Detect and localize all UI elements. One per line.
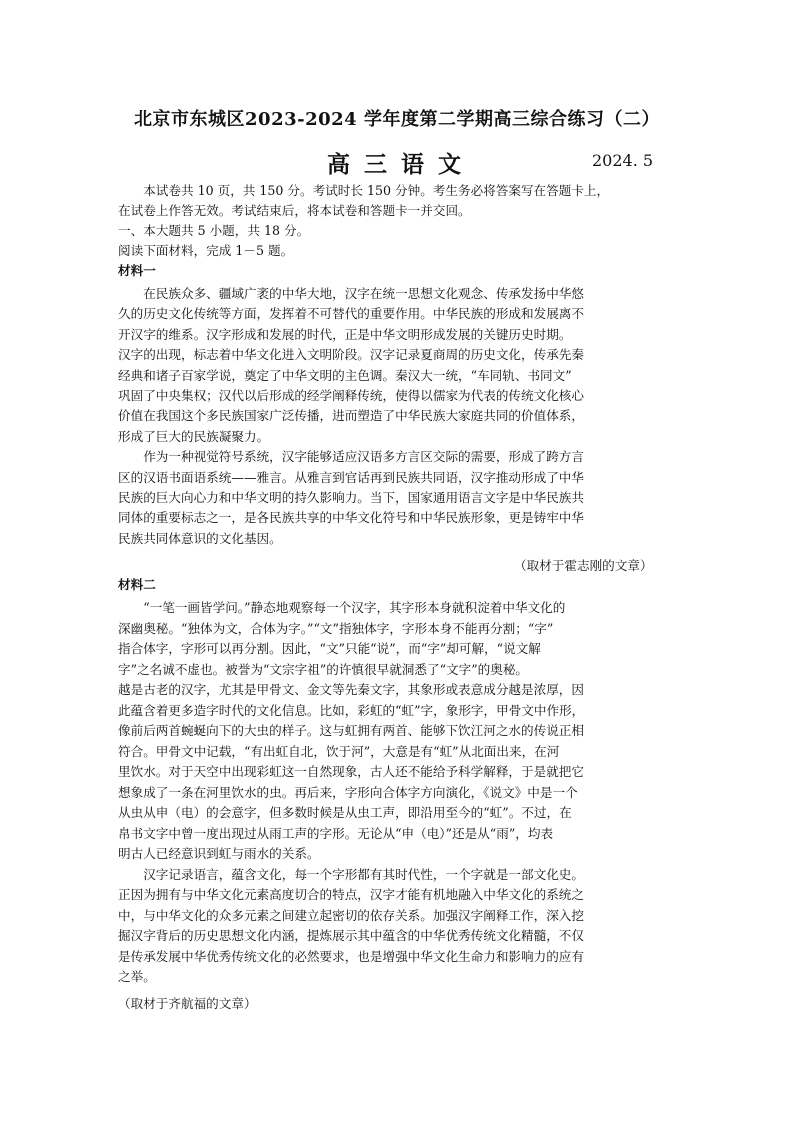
paragraph-line: 汉字的出现，标志着中华文化进入文明阶段。汉字记录夏商周的历史文化，传承先秦 bbox=[118, 347, 584, 363]
paragraph-line: 之举。 bbox=[118, 969, 156, 984]
paragraph-line: 中，与中华文化的众多元素之间建立起密切的依存关系。加强汉字阐释工作，深入挖 bbox=[118, 907, 584, 923]
paragraph-line: 民族的巨大向心力和中华文明的持久影响力。当下，国家通用语言文字是中华民族共 bbox=[118, 490, 584, 505]
paragraph-line: 像前后两首蜿蜒向下的大虫的样子。这与虹拥有两首、能够下饮江河之水的传说正相 bbox=[118, 723, 584, 738]
exam-date: 2024. 5 bbox=[592, 151, 654, 170]
material2-source: （取材于齐航福的文章） bbox=[118, 996, 257, 1011]
section-heading: 一、本大题共 5 小题，共 18 分。 bbox=[118, 223, 310, 238]
paragraph-line: 同体的重要标志之一，是各民族共享的中华文化符号和中华民族形象，更是铸牢中华 bbox=[118, 510, 584, 526]
paragraph-line: 在民族众多、疆域广袤的中华大地，汉字在统一思想文化观念、传承发扬中华悠 bbox=[118, 286, 584, 301]
paragraph-line: 想象成了一条在河里饮水的虫。再后来，字形向合体字方向演化，《说文》中是一个 bbox=[118, 784, 578, 800]
paragraph-line: 正因为拥有与中华文化元素高度切合的特点，汉字才能有机地融入中华文化的系统之 bbox=[118, 887, 584, 902]
paragraph-line: 掘汉字背后的历史思想文化内涵，提炼展示其中蕴含的中华优秀传统文化精髓，不仅 bbox=[118, 928, 584, 943]
paragraph-line: 字”之名诚不虚也。被誉为“文宗字祖”的许慎很早就洞悉了“文字”的奥秘。 bbox=[118, 661, 529, 677]
material1-source: （取材于霍志刚的文章） bbox=[514, 558, 653, 573]
paragraph-line: 符合。甲骨文中记载，“有出虹自北，饮于河”，大意是有“虹”从北面出来，在河 bbox=[118, 743, 560, 759]
paragraph-line: 指合体字，字形可以再分割。因此，“文”只能“说”，而“字”却可解，“说文解 bbox=[118, 641, 541, 656]
paragraph-line: 里饮水。对于天空中出现彩虹这一自然现象，古人还不能给予科学解释，于是就把它 bbox=[118, 764, 584, 779]
paragraph-line: 从虫从申（电）的会意字，但多数时候是从虫工声，即沿用至今的“虹”。不过，在 bbox=[118, 805, 572, 820]
instructions-line: 在试卷上作答无效。考试结束后，将本试卷和答题卡一并交回。 bbox=[118, 203, 471, 218]
section-prompt: 阅读下面材料，完成 1－5 题。 bbox=[118, 243, 294, 258]
paragraph-line: 巩固了中央集权；汉代以后形成的经学阐释传统，使得以儒家为代表的传统文化核心 bbox=[118, 388, 584, 403]
paragraph-line: 久的历史文化传统等方面，发挥着不可替代的重要作用。中华民族的形成和发展离不 bbox=[118, 306, 584, 322]
paragraph-line: 明古人已经意识到虹与雨水的关系。 bbox=[118, 846, 320, 861]
paragraph-line: 是传承发展中华优秀传统文化的必然要求，也是增强中华文化生命力和影响力的应有 bbox=[118, 948, 584, 964]
paragraph-line: 越是古老的汉字，尤其是甲骨文、金文等先秦文字，其象形或表意成分越是浓厚，因 bbox=[118, 682, 584, 697]
paragraph-line: 作为一种视觉符号系统，汉字能够适应汉语多方言区交际的需要，形成了跨方言 bbox=[118, 449, 584, 465]
exam-title: 北京市东城区2023-2024 学年度第二学期高三综合练习（二） bbox=[134, 109, 660, 130]
paragraph-line: 深幽奥秘。“独体为文，合体为字。”“文”指独体字，字形本身不能再分割；“字” bbox=[118, 620, 554, 636]
paragraph-line: 汉字记录语言，蕴含文化，每一个字形都有其时代性，一个字就是一部文化史。 bbox=[118, 866, 584, 882]
paragraph-line: 此蕴含着更多造字时代的文化信息。比如，彩虹的“虹”字，象形字，甲骨文中作形， bbox=[118, 702, 585, 718]
subject-title: 高三语文 bbox=[327, 152, 475, 178]
paragraph-line: 帛书文字中曾一度出现过从雨工声的字形。无论从“申（电）”还是从“雨”，均表 bbox=[118, 825, 554, 841]
paragraph-line: 区的汉语书面语系统——雅言。从雅言到官话再到民族共同语，汉字推动形成了中华 bbox=[118, 469, 584, 485]
paragraph-line: 民族共同体意识的文化基因。 bbox=[118, 530, 282, 546]
paragraph-line: 经典和诸子百家学说，奠定了中华文明的主色调。秦汉大一统，“车同轨、书同文” bbox=[118, 367, 572, 383]
paragraph-line: 形成了巨大的民族凝聚力。 bbox=[118, 428, 270, 444]
instructions-line: 本试卷共 10 页，共 150 分。考试时长 150 分钟。考生务必将答案写在答题卡上， bbox=[118, 183, 610, 198]
material2-label: 材料二 bbox=[118, 577, 156, 592]
paragraph-line: “一笔一画皆学问。”静态地观察每一个汉字，其字形本身就积淀着中华文化的 bbox=[118, 600, 566, 615]
material1-label: 材料一 bbox=[118, 263, 156, 278]
paragraph-line: 价值在我国这个多民族国家广泛传播，进而塑造了中华民族大家庭共同的价值体系， bbox=[118, 408, 584, 424]
paragraph-line: 开汉字的维系。汉字形成和发展的时代，正是中华文明形成发展的关键历史时期。 bbox=[118, 326, 572, 342]
